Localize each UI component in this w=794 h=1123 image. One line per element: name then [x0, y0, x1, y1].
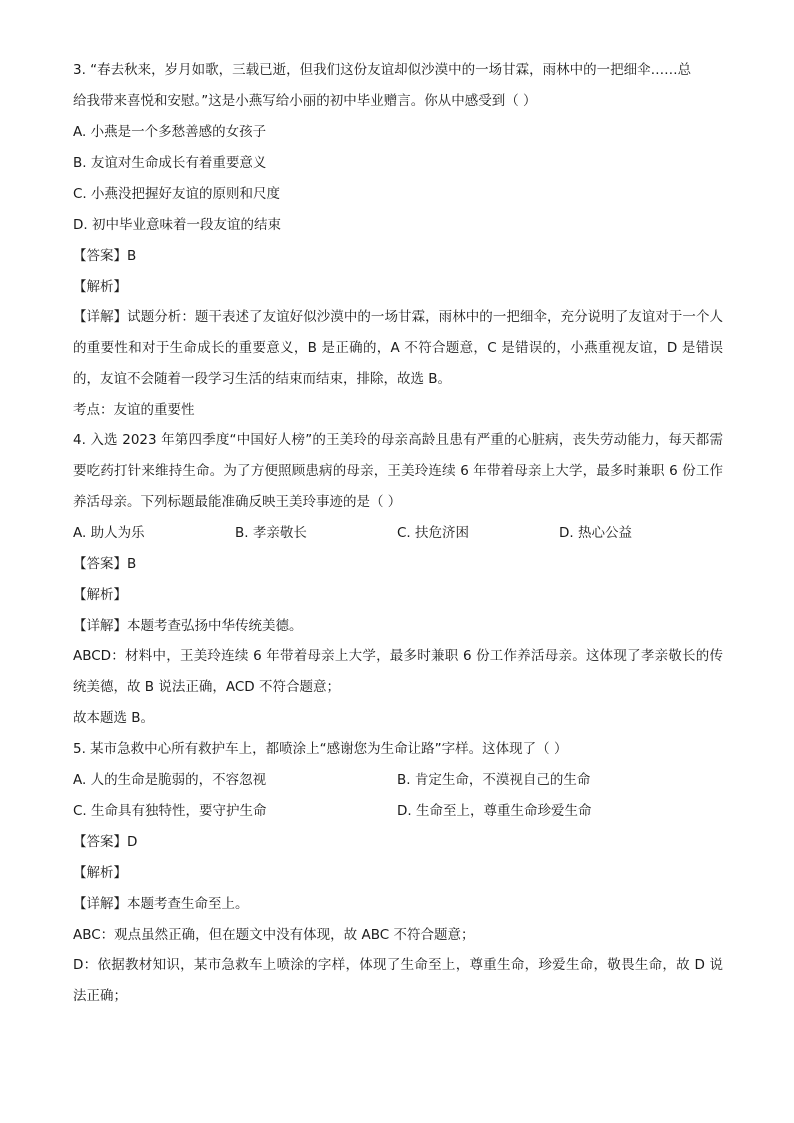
- q5-option-d: D. 生命至上，尊重生命珍爱生命: [397, 803, 592, 819]
- q3-option-a: A. 小燕是一个多愁善感的女孩子: [73, 124, 267, 140]
- q4-stem: 4. 入选 2023 年第四季度“中国好人榜”的王美玲的母亲高龄且患有严重的心脏病，丧失劳动能力，每天都需要吃药打针来维持生命。为了方便照顾患病的母亲，王美玲连续 6 年带着母亲上大学，最多时兼职 6 份工作养活母亲。下列标题最能准确反映王美玲事迹的是（ ）: [73, 432, 723, 510]
- question-3: [73, 60, 723, 420]
- q3-option-d: D. 初中毕业意味着一段友谊的结束: [73, 217, 281, 233]
- question-5: [73, 739, 723, 1012]
- q4-conclusion: 故本题选 B。: [73, 710, 155, 726]
- q4-answer: 【答案】B: [73, 556, 137, 572]
- q3-answer: 【答案】B: [73, 248, 137, 264]
- q4-option-b: B. 孝亲敬长: [235, 525, 307, 541]
- q3-option-c: C. 小燕没把握好友谊的原则和尺度: [73, 186, 281, 202]
- question-4: [73, 425, 723, 728]
- q4-option-d: D. 热心公益: [559, 525, 632, 541]
- q4-abcd: ABCD：材料中，王美玲连续 6 年带着母亲上大学，最多时兼职 6 份工作养活母亲。这体现了孝亲敬长的传统美德，故 B 说法正确，ACD 不符合题意；: [73, 648, 723, 695]
- q5-stem: 5. 某市急救中心所有救护车上，都喷涂上“感谢您为生命让路”字样。这体现了（ ）: [73, 741, 568, 757]
- q5-option-c: C. 生命具有独特性，要守护生命: [73, 803, 267, 819]
- q3-stem-line1: 3. “春去秋来，岁月如歌，三载已逝，但我们这份友谊却似沙漠中的一场甘霖，雨林中的一把细伞……总: [73, 62, 692, 78]
- q5-options-row1: [73, 770, 723, 790]
- q4-option-c: C. 扶危济困: [397, 525, 470, 541]
- q5-option-a: A. 人的生命是脆弱的，不容忽视: [73, 772, 267, 788]
- q5-analysis-label: 【解析】: [73, 865, 127, 881]
- q4-option-a: A. 助人为乐: [73, 525, 145, 541]
- q3-detail: 【详解】试题分析：题干表述了友谊好似沙漠中的一场甘霖，雨林中的一把细伞，充分说明了友谊对于一个人的重要性和对于生命成长的重要意义，B 是正确的，A 不符合题意，C 是错误的，小燕重视友谊，D 是错误的，友谊不会随着一段学习生活的结束而结束，排除，故选 B。: [73, 309, 723, 387]
- q3-option-b: B. 友谊对生命成长有着重要意义: [73, 155, 267, 171]
- q4-analysis-label: 【解析】: [73, 587, 127, 603]
- q4-detail: 【详解】本题考查弘扬中华传统美德。: [73, 618, 303, 634]
- q5-answer: 【答案】D: [73, 834, 138, 850]
- q3-analysis-label: 【解析】: [73, 279, 127, 295]
- q5-options-row2: [73, 801, 723, 821]
- q5-detail: 【详解】本题考查生命至上。: [73, 896, 249, 912]
- q3-stem-line2: 给我带来喜悦和安慰。”这是小燕写给小丽的初中毕业赠言。你从中感受到（ ）: [73, 93, 537, 109]
- q3-point: 考点：友谊的重要性: [73, 402, 195, 418]
- document-page: [73, 60, 723, 1017]
- q4-options: [73, 523, 723, 543]
- q5-d: D：依据教材知识，某市急救车上喷涂的字样，体现了生命至上，尊重生命，珍爱生命，敬畏生命，故 D 说法正确；: [73, 957, 723, 1004]
- q5-option-b: B. 肯定生命，不漠视自己的生命: [397, 772, 591, 788]
- q5-abc: ABC：观点虽然正确，但在题文中没有体现，故 ABC 不符合题意；: [73, 927, 475, 943]
